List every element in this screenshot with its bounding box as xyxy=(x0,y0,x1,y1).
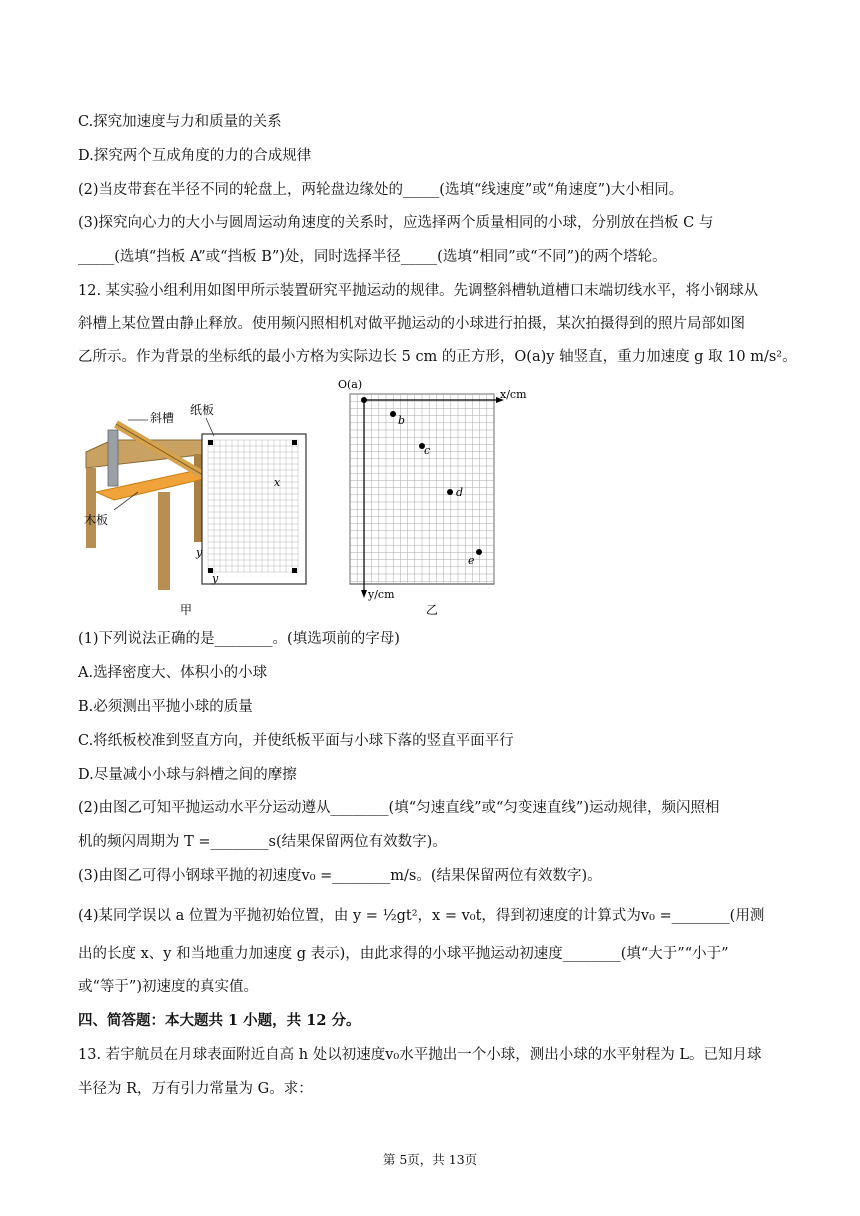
text-line-21: 13. 若宇航员在月球表面附近自高 h 处以初速度v₀水平抛出一个小球，测出小球的水平射程为 L。已知月球 xyxy=(78,1047,762,1063)
caption-jia: 甲 xyxy=(180,603,193,617)
text-line-18: 出的长度 x、y 和当地重力加速度 g 表示)，由此求得的小球平抛运动初速度________(填“大于”“小于” xyxy=(78,946,729,962)
label-paper-board: 纸板 xyxy=(190,403,215,417)
text-line-4: (3)探究向心力的大小与圆周运动角速度的关系时，应选择两个质量相同的小球，分别放在挡板 C 与 xyxy=(78,215,714,231)
label-chute: 斜槽 xyxy=(150,411,175,425)
point-c-label: c xyxy=(424,444,431,457)
point-d-label: d xyxy=(456,486,464,499)
text-line-14: (2)由图乙可知平抛运动水平分运动遵从________(填“匀速直线”或“匀变速直线”)运动规律，频闪照相 xyxy=(78,800,720,816)
text-line-8: 乙所示。作为背景的坐标纸的最小方格为实际边长 5 cm 的正方形，O(a)y 轴竖直，重力加速度 g 取 10 m/s²。 xyxy=(78,349,797,365)
text-line-3: (2)当皮带套在半径不同的轮盘上，两轮盘边缘处的_____(选填“线速度”或“角速度”)大小相同。 xyxy=(78,182,684,198)
text-line-17: (4)某同学误以 a 位置为平抛初始位置，由 y = ½gt²，x = v₀t，得到初速度的计算式为v₀ =________(用测 xyxy=(78,908,765,924)
text-line-2: D.探究两个互成角度的力的合成规律 xyxy=(78,148,312,164)
point-e xyxy=(476,549,482,555)
label-y-axis-bottom: y xyxy=(212,572,219,585)
text-line-12: C.将纸板校准到竖直方向，并使纸板平面与小球下落的竖直平面平行 xyxy=(78,733,514,749)
point-d xyxy=(447,489,453,495)
section-heading: 四、简答题：本大题共 1 小题，共 12 分。 xyxy=(78,1012,361,1029)
label-wood-board: 木板 xyxy=(84,513,109,527)
text-line-1: C.探究加速度与力和质量的关系 xyxy=(78,114,282,130)
text-line-19: 或“等于”)初速度的真实值。 xyxy=(78,979,258,995)
point-b xyxy=(390,411,396,417)
point-b-label: b xyxy=(398,414,406,427)
text-line-7: 斜槽上某位置由静止释放。使用频闪照相机对做平抛运动的小球进行拍摄，某次拍摄得到的照片局部如图 xyxy=(78,316,745,332)
y-axis-label: y/cm xyxy=(368,588,395,601)
text-line-13: D.尽量减小小球与斜槽之间的摩擦 xyxy=(78,767,297,783)
caption-yi: 乙 xyxy=(426,603,439,617)
text-line-6: 12. 某实验小组利用如图甲所示装置研究平抛运动的规律。先调整斜槽轨道槽口末端切线水平，将小钢球从 xyxy=(78,283,759,299)
text-line-10: A.选择密度大、体积小的小球 xyxy=(78,665,268,681)
label-x-axis: x xyxy=(274,476,281,489)
point-e-label: e xyxy=(468,554,475,567)
origin-label: O(a) xyxy=(338,378,363,391)
text-line-9: (1)下列说法正确的是________。(填选项前的字母) xyxy=(78,631,400,647)
text-line-16: (3)由图乙可得小钢球平抛的初速度v₀ =________m/s。(结果保留两位有效数字)。 xyxy=(78,868,602,884)
text-line-22: 半径为 R，万有引力常量为 G。求： xyxy=(78,1081,313,1097)
point-a xyxy=(361,397,367,403)
page-footer: 第 5页，共 13页 xyxy=(382,1152,478,1167)
x-axis-label: x/cm xyxy=(500,388,527,401)
figure-yi xyxy=(336,376,546,618)
label-y-axis: y xyxy=(196,546,203,559)
figure-jia xyxy=(78,392,318,624)
text-line-11: B.必须测出平抛小球的质量 xyxy=(78,699,253,715)
text-line-5: _____(选填“挡板 A”或“挡板 B”)处，同时选择半径_____(选填“相同”或“不同”)的两个塔轮。 xyxy=(78,249,667,265)
text-line-15: 机的频闪周期为 T =________s(结果保留两位有效数字)。 xyxy=(78,834,447,850)
